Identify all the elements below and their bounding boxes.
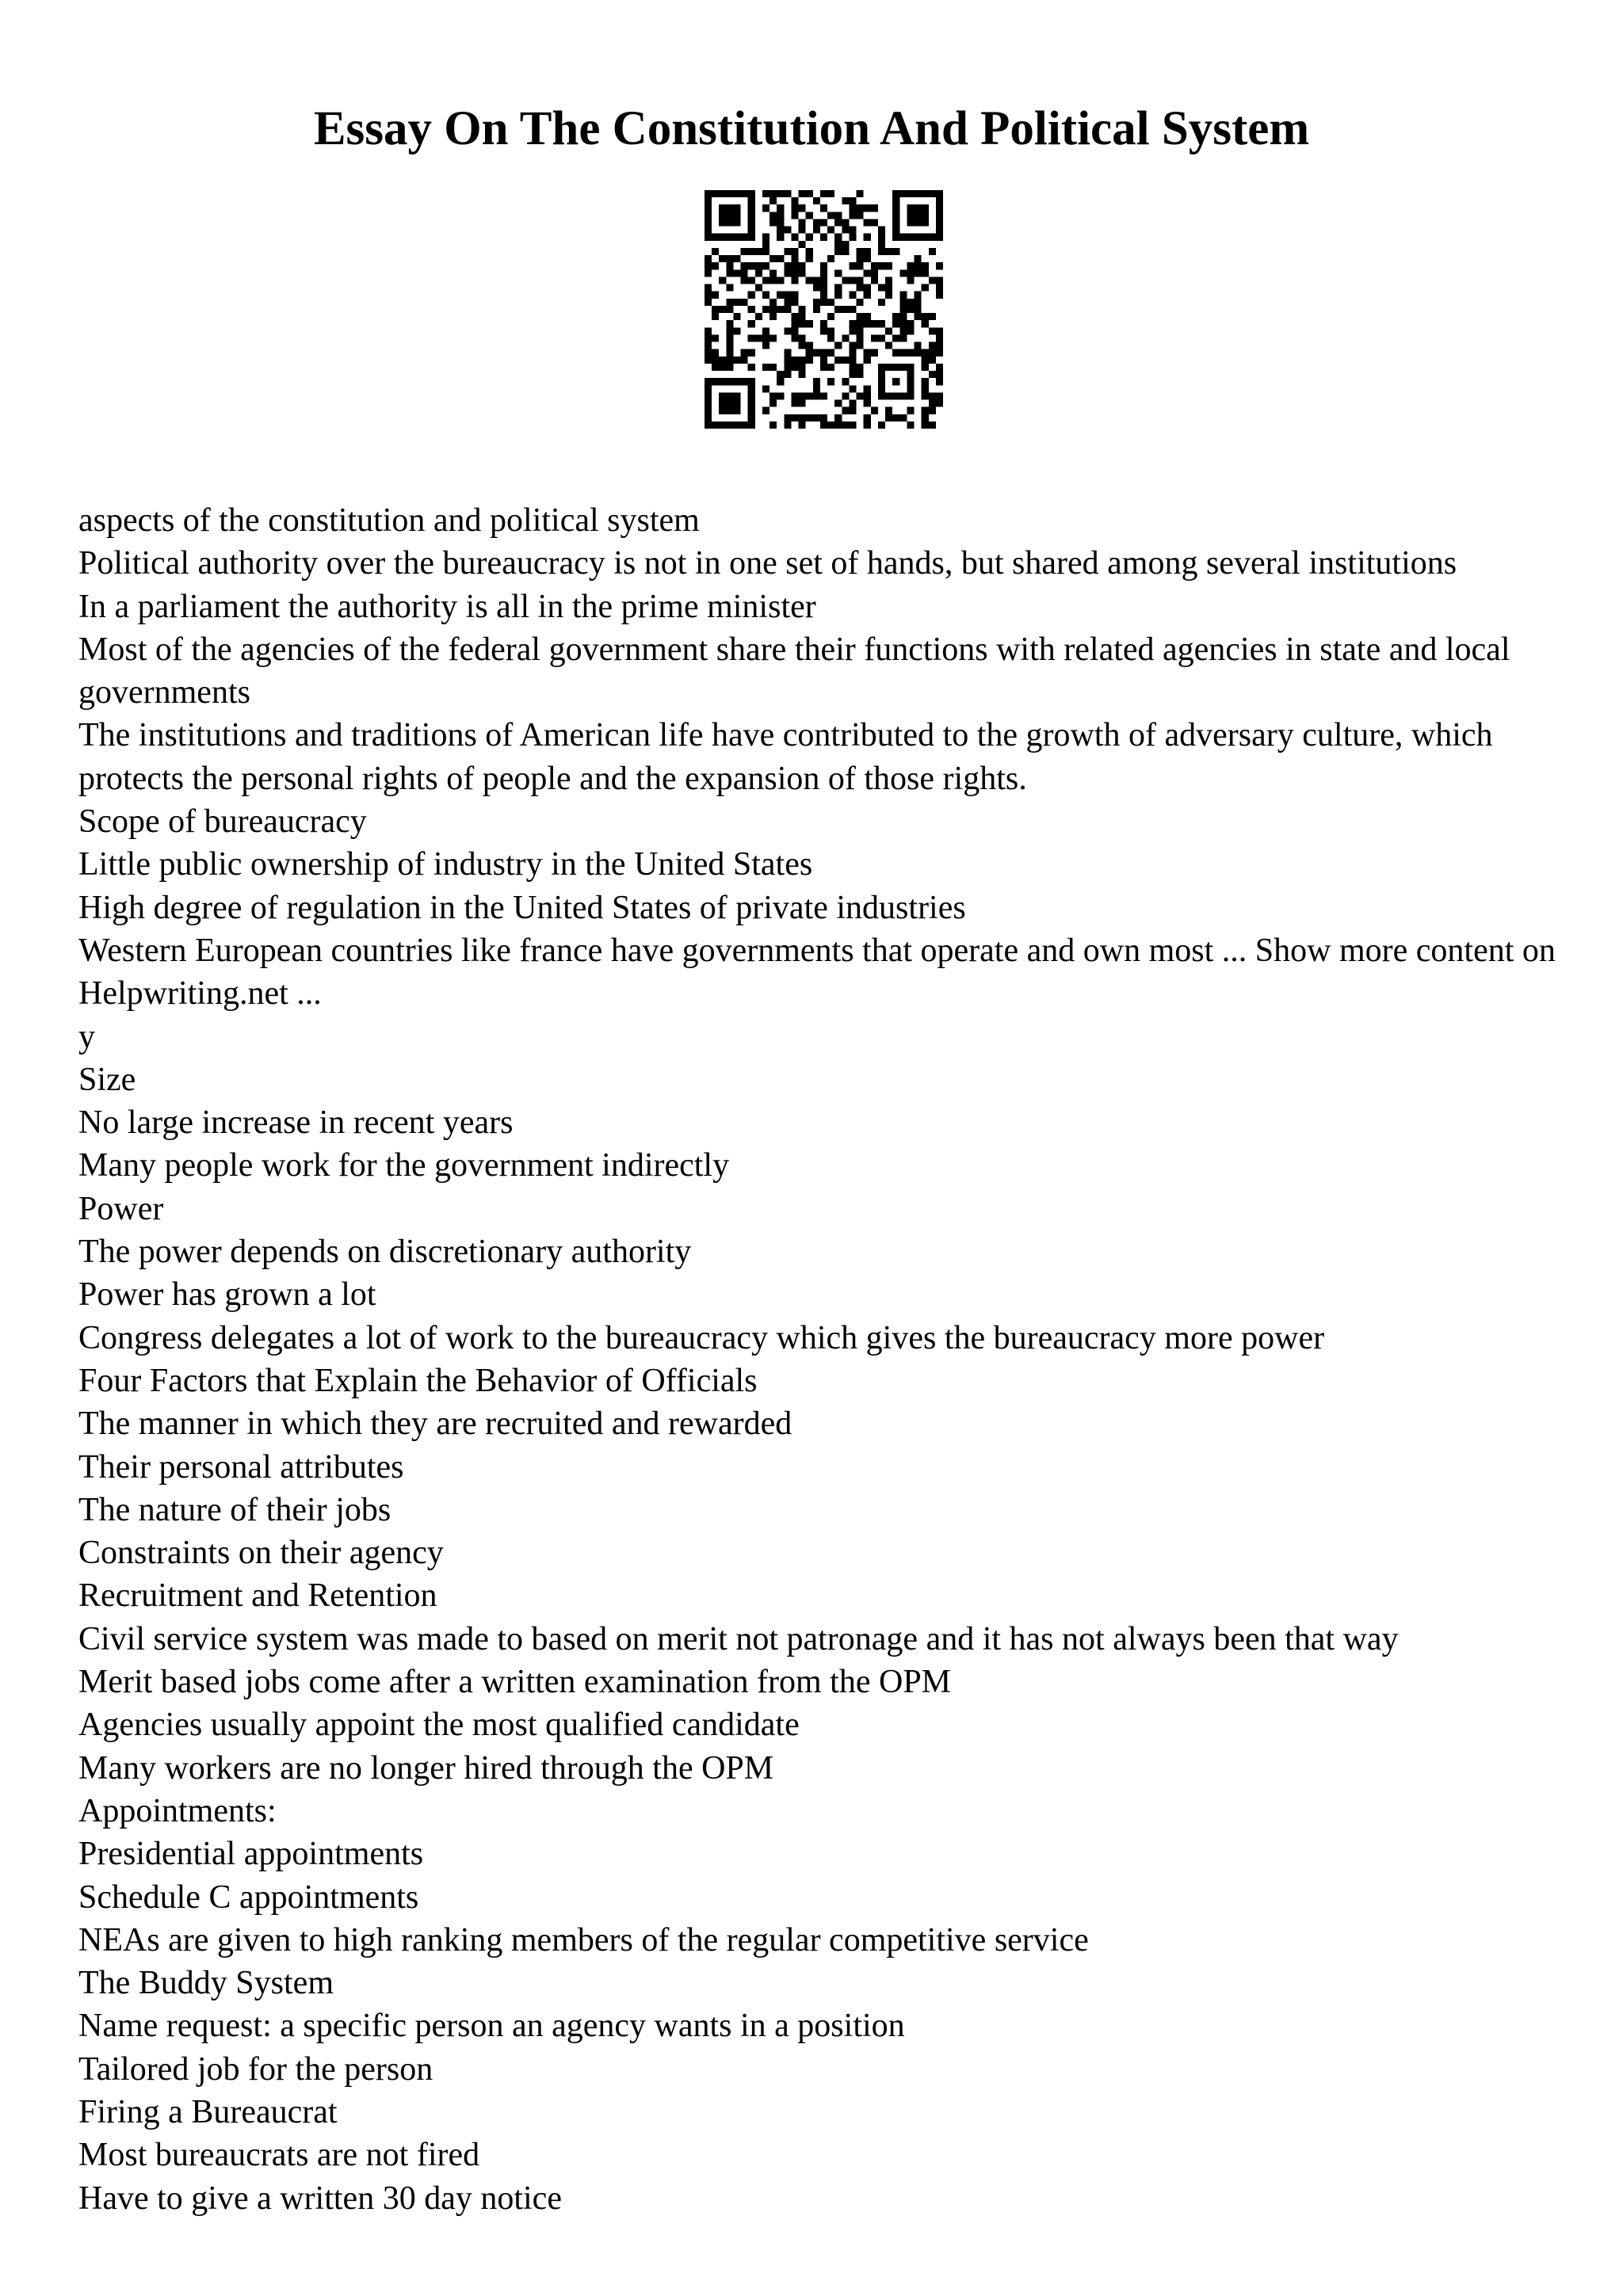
text-line: Political authority over the bureaucracy is not in one set of hands, but shared among several institutions bbox=[78, 545, 1457, 582]
text-line: Power has grown a lot bbox=[78, 1276, 376, 1314]
text-line: High degree of regulation in the United States of private industries bbox=[78, 889, 966, 926]
text-line: NEAs are given to high ranking members of the regular competitive service bbox=[78, 1921, 1089, 1958]
text-line: No large increase in recent years bbox=[78, 1104, 514, 1142]
text-line: Many workers are no longer hired through the OPM bbox=[78, 1749, 774, 1787]
text-line: Little public ownership of industry in the United States bbox=[78, 846, 813, 883]
text-line: Recruitment and Retention bbox=[78, 1577, 437, 1615]
qr-code-icon bbox=[705, 190, 943, 429]
text-line: Appointments: bbox=[78, 1792, 277, 1829]
text-line: Scope of bureaucracy bbox=[78, 803, 367, 841]
text-line: The power depends on discretionary authority bbox=[78, 1234, 692, 1271]
text-line: Schedule C appointments bbox=[78, 1878, 419, 1916]
document-title: Essay On The Constitution And Political System bbox=[313, 102, 1310, 155]
text-line: Name request: a specific person an agency wants in a position bbox=[78, 2008, 905, 2045]
text-line: The nature of their jobs bbox=[78, 1491, 391, 1528]
text-line: y bbox=[78, 1018, 95, 1055]
text-line: Firing a Bureaucrat bbox=[78, 2093, 338, 2130]
text-line: In a parliament the authority is all in the prime minister bbox=[78, 588, 816, 625]
text-line: Have to give a written 30 day notice bbox=[78, 2180, 562, 2217]
text-line: Most bureaucrats are not fired bbox=[78, 2137, 480, 2174]
text-line: Their personal attributes bbox=[78, 1448, 404, 1486]
text-line: Tailored job for the person bbox=[78, 2050, 433, 2088]
text-line: Merit based jobs come after a written examination from the OPM bbox=[78, 1664, 952, 1701]
document-body bbox=[78, 499, 1568, 2220]
text-line: aspects of the constitution and political system bbox=[78, 502, 700, 539]
text-line: Most of the agencies of the federal government share their functions with related agencies in state and local governments bbox=[78, 631, 1510, 711]
text-line: Size bbox=[78, 1061, 136, 1098]
text-line: The manner in which they are recruited and rewarded bbox=[78, 1405, 792, 1443]
text-line: Many people work for the government indirectly bbox=[78, 1147, 730, 1184]
text-line: Presidential appointments bbox=[78, 1836, 424, 1873]
text-line: Power bbox=[78, 1190, 164, 1227]
text-line: Constraints on their agency bbox=[78, 1535, 444, 1572]
text-line: Four Factors that Explain the Behavior of Officials bbox=[78, 1362, 758, 1399]
text-line: Civil service system was made to based on merit not patronage and it has not always been that way bbox=[78, 1620, 1399, 1657]
text-line: The institutions and traditions of American life have contributed to the growth of adversary culture, which protects the personal rights of people and the expansion of those rights. bbox=[78, 717, 1493, 797]
text-line: Congress delegates a lot of work to the bureaucracy which gives the bureaucracy more power bbox=[78, 1319, 1325, 1356]
text-line: Agencies usually appoint the most qualified candidate bbox=[78, 1707, 800, 1744]
text-line: Western European countries like france have governments that operate and own most ... Show more content on Helpwriting.net ... bbox=[78, 932, 1556, 1013]
text-line: The Buddy System bbox=[78, 1965, 334, 2002]
